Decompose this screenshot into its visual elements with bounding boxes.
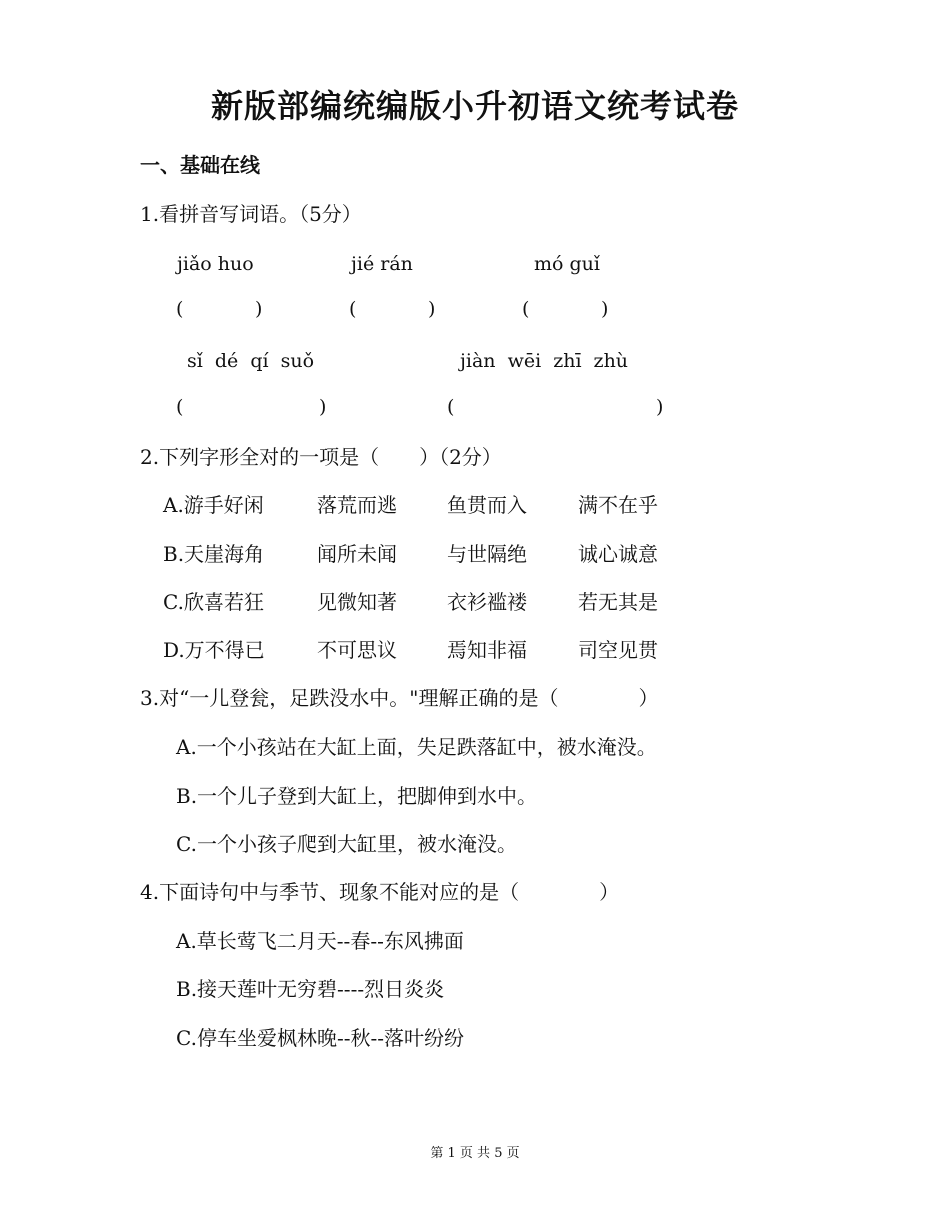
q4-option-b: B.接天莲叶无穷碧----烈日炎炎 bbox=[176, 977, 445, 1001]
q3-option-a: A.一个小孩站在大缸上面，失足跌落缸中，被水淹没。 bbox=[176, 735, 657, 759]
q2-stem: 2.下列字形全对的一项是（ ）（2分） bbox=[140, 445, 502, 469]
q1-answer-open-4: ( bbox=[176, 396, 184, 418]
q1-pinyin-1: jiǎo huo bbox=[177, 253, 254, 275]
q1-pinyin-4: sǐ dé qí suǒ bbox=[187, 350, 315, 372]
q1-answer-close-4: ) bbox=[319, 396, 327, 418]
q1-pinyin-3: mó guǐ bbox=[534, 253, 600, 275]
q1-answer-open-2: ( bbox=[349, 298, 357, 320]
q2-option-c-4: 若无其是 bbox=[578, 590, 658, 614]
q2-option-d-3: 焉知非福 bbox=[447, 638, 527, 662]
q2-option-a-3: 鱼贯而入 bbox=[447, 493, 527, 517]
q2-option-a-1: A.游手好闲 bbox=[163, 493, 264, 517]
q3-stem: 3.对“一儿登瓮，足跌没水中。"理解正确的是（ ） bbox=[140, 686, 659, 710]
section-heading: 一、基础在线 bbox=[140, 153, 260, 177]
q4-stem: 4.下面诗句中与季节、现象不能对应的是（ ） bbox=[140, 880, 620, 904]
q2-option-a-4: 满不在乎 bbox=[578, 493, 658, 517]
q2-option-d-4: 司空见贯 bbox=[578, 638, 658, 662]
q4-option-c: C.停车坐爱枫林晚--秋--落叶纷纷 bbox=[176, 1026, 464, 1050]
q2-option-c-3: 衣衫褴褛 bbox=[447, 590, 527, 614]
page-title: 新版部编统编版小升初语文统考试卷 bbox=[210, 87, 739, 125]
q1-answer-close-1: ) bbox=[255, 298, 263, 320]
q2-option-b-1: B.天崖海角 bbox=[163, 542, 265, 566]
q2-option-c-2: 见微知著 bbox=[317, 590, 397, 614]
q1-answer-close-5: ) bbox=[656, 396, 664, 418]
q1-answer-close-2: ) bbox=[428, 298, 436, 320]
q2-option-b-2: 闻所未闻 bbox=[317, 542, 397, 566]
q1-answer-open-3: ( bbox=[522, 298, 530, 320]
q2-option-d-1: D.万不得已 bbox=[163, 638, 265, 662]
q2-option-c-1: C.欣喜若狂 bbox=[163, 590, 264, 614]
q1-stem: 1.看拼音写词语。（5分） bbox=[140, 202, 362, 226]
q1-pinyin-2: jié rán bbox=[351, 253, 413, 275]
q4-option-a: A.草长莺飞二月天--春--东风拂面 bbox=[176, 929, 464, 953]
q1-pinyin-5: jiàn wēi zhī zhù bbox=[460, 350, 629, 372]
page-footer: 第 1 页 共 5 页 bbox=[430, 1146, 520, 1161]
q2-option-a-2: 落荒而逃 bbox=[317, 493, 397, 517]
q3-option-b: B.一个儿子登到大缸上，把脚伸到水中。 bbox=[176, 784, 538, 808]
q1-answer-close-3: ) bbox=[601, 298, 609, 320]
q1-answer-open-1: ( bbox=[176, 298, 184, 320]
q2-option-d-2: 不可思议 bbox=[317, 638, 397, 662]
q2-option-b-3: 与世隔绝 bbox=[447, 542, 527, 566]
q3-option-c: C.一个小孩子爬到大缸里，被水淹没。 bbox=[176, 832, 517, 856]
q1-answer-open-5: ( bbox=[447, 396, 455, 418]
q2-option-b-4: 诚心诚意 bbox=[578, 542, 658, 566]
